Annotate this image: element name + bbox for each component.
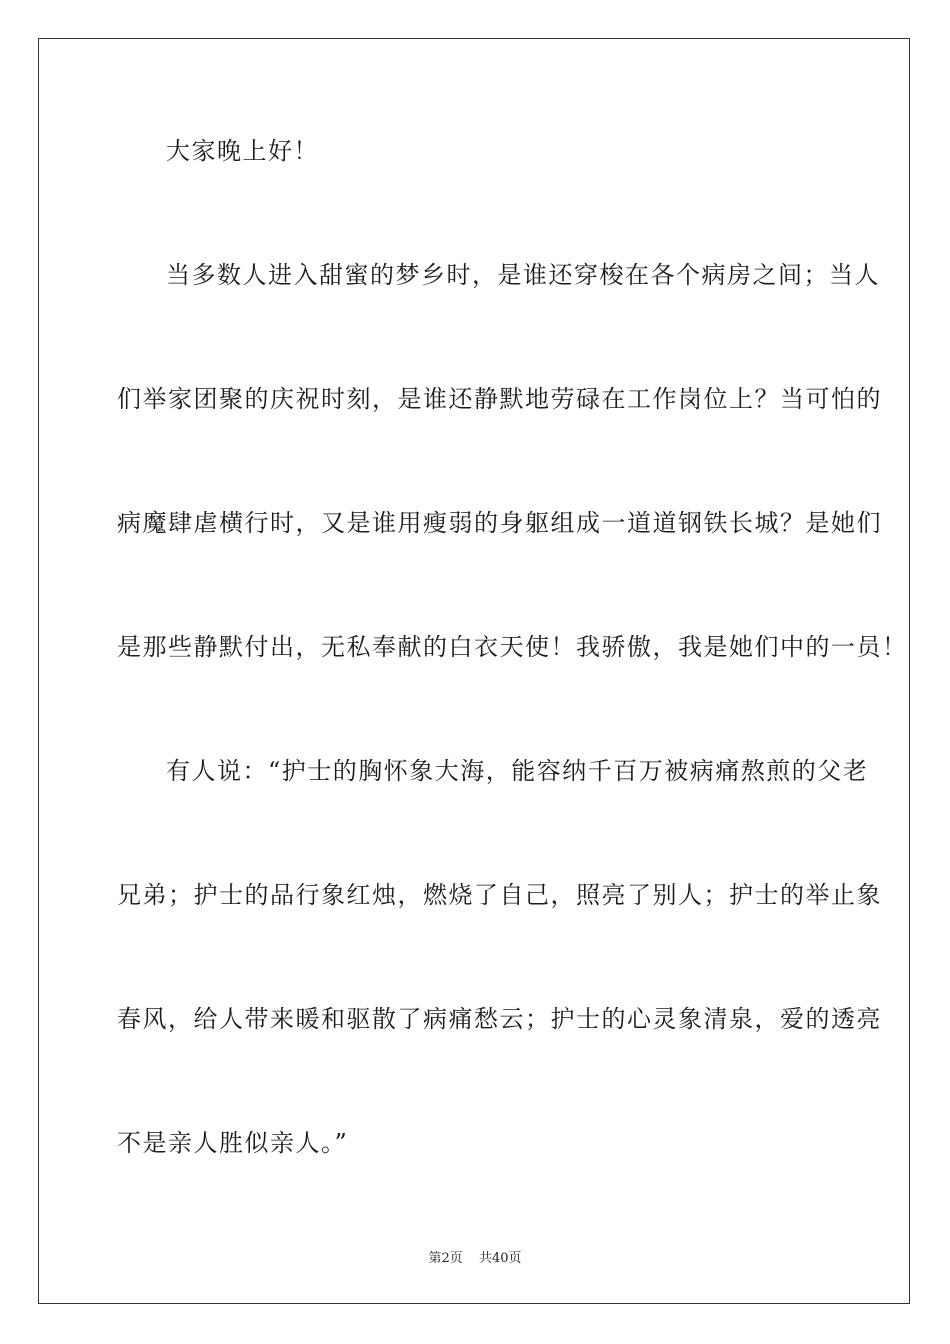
page-footer [0,1247,950,1266]
page-border [38,38,910,1304]
paragraph-1-line-4: 是那些静默付出，无私奉献的白衣天使！我骄傲，我是她们中的一员！ [117,633,908,661]
paragraph-2-line-2: 兄弟；护士的品行象红烛，燃烧了自己，照亮了别人；护士的举止象 [117,881,882,909]
page-number: 第2页 [428,1251,463,1266]
paragraph-2-line-4: 不是亲人胜似亲人。” [117,1129,349,1157]
paragraph-1-line-1: 当多数人进入甜蜜的梦乡时，是谁还穿梭在各个病房之间；当人 [166,261,880,289]
paragraph-1-line-3: 病魔肆虐横行时，又是谁用瘦弱的身躯组成一道道钢铁长城？是她们 [117,509,882,537]
paragraph-2-line-3: 春风，给人带来暖和驱散了病痛愁云；护士的心灵象清泉，爱的透亮 [117,1005,882,1033]
total-pages: 共40页 [478,1251,522,1266]
paragraph-2-line-1: 有人说：“护士的胸怀象大海，能容纳千百万被病痛熬煎的父老 [166,757,869,785]
paragraph-1-line-2: 们举家团聚的庆祝时刻，是谁还静默地劳碌在工作岗位上？当可怕的 [117,385,882,413]
greeting-line: 大家晚上好！ [166,137,319,165]
